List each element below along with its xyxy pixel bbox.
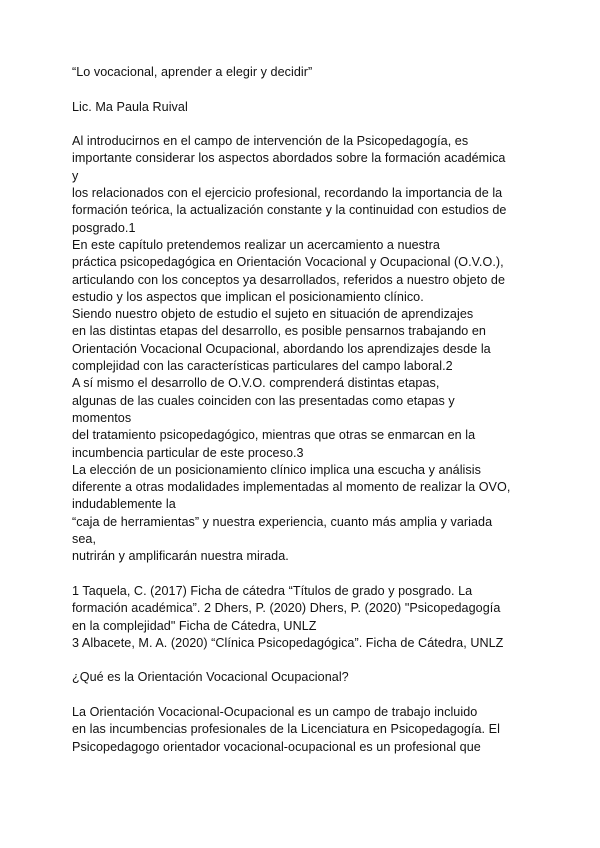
text-line: La elección de un posicionamiento clínico implica una escucha y análisis (72, 462, 481, 477)
document-title: “Lo vocacional, aprender a elegir y decidir” (72, 65, 313, 79)
spacer (72, 116, 532, 133)
text-line: en las incumbencias profesionales de la Licenciatura en Psicopedagogía. El (72, 722, 500, 737)
text-line: momentos (72, 410, 132, 425)
text-line: articulando con los conceptos ya desarrollados, referidos a nuestro objeto de (72, 272, 505, 287)
footnote-line: en la complejidad" Ficha de Cátedra, UNLZ (72, 618, 317, 633)
text-line: nutrirán y amplificarán nuestra mirada. (72, 549, 289, 564)
text-line: y (72, 168, 79, 183)
text-line: Orientación Vocacional Ocupacional, abordando los aprendizajes desde la (72, 341, 491, 356)
text-line: indudablemente la (72, 497, 176, 512)
section-paragraph (72, 704, 532, 756)
text-line: formación teórica, la actualización constante y la continuidad con estudios de (72, 203, 507, 218)
spacer (72, 81, 532, 98)
footnotes (72, 583, 532, 652)
text-line: importante considerar los aspectos abordados sobre la formación académica (72, 151, 506, 166)
text-line: Al introducirnos en el campo de intervención de la Psicopedagogía, es (72, 134, 469, 149)
text-line: del tratamiento psicopedagógico, mientras que otras se enmarcan en la (72, 428, 476, 443)
text-line: en las distintas etapas del desarrollo, es posible pensarnos trabajando en (72, 324, 486, 339)
section-heading: ¿Qué es la Orientación Vocacional Ocupacional? (72, 670, 349, 685)
footnote-line: 1 Taquela, C. (2017) Ficha de cátedra “Títulos de grado y posgrado. La (72, 583, 473, 598)
text-line: los relacionados con el ejercicio profesional, recordando la importancia de la (72, 186, 503, 201)
text-line: complejidad con las características particulares del campo laboral.2 (72, 359, 453, 374)
text-line: diferente a otras modalidades implementadas al momento de realizar la OVO, (72, 480, 511, 495)
text-line: Siendo nuestro objeto de estudio el sujeto en situación de aprendizajes (72, 307, 474, 322)
author-name: Lic. Ma Paula Ruival (72, 99, 188, 114)
text-line: sea, (72, 532, 97, 547)
text-line: incumbencia particular de este proceso.3 (72, 445, 304, 460)
footnote-line: 3 Albacete, M. A. (2020) “Clínica Psicopedagógica”. Ficha de Cátedra, UNLZ (72, 635, 504, 650)
text-line: práctica psicopedagógica en Orientación Vocacional y Ocupacional (O.V.O.), (72, 255, 504, 270)
intro-paragraphs (72, 133, 532, 565)
spacer (72, 687, 532, 704)
text-line: posgrado.1 (72, 220, 136, 235)
spacer (72, 652, 532, 669)
text-line: algunas de las cuales coinciden con las presentadas como etapas y (72, 393, 455, 408)
text-line: A sí mismo el desarrollo de O.V.O. comprenderá distintas etapas, (72, 376, 440, 391)
text-line: estudio y los aspectos que implican el posicionamiento clínico. (72, 289, 424, 304)
text-line: La Orientación Vocacional-Ocupacional es un campo de trabajo incluido (72, 704, 478, 719)
text-line: “caja de herramientas” y nuestra experiencia, cuanto más amplia y variada (72, 514, 493, 529)
text-line: En este capítulo pretendemos realizar un acercamiento a nuestra (72, 237, 440, 252)
spacer (72, 566, 532, 583)
text-line: Psicopedagogo orientador vocacional-ocupacional es un profesional que (72, 739, 481, 754)
footnote-line: formación académica”. 2 Dhers, P. (2020) Dhers, P. (2020) "Psicopedagogía (72, 601, 501, 616)
document-page (72, 64, 532, 756)
